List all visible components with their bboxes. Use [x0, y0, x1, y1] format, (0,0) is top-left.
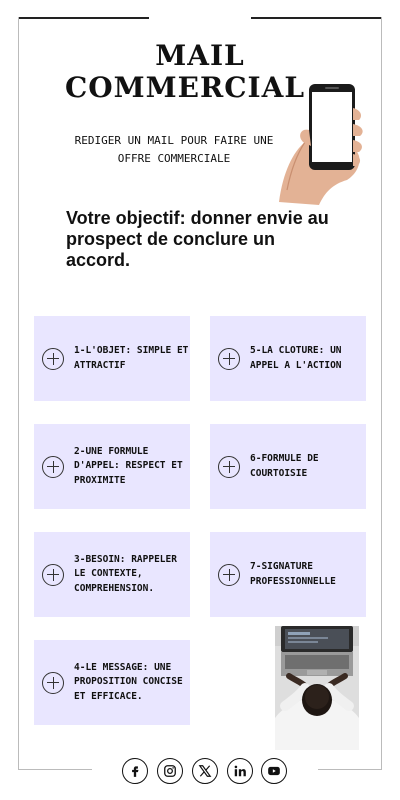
tip-card-1[interactable]: [34, 316, 190, 401]
subtitle: REDIGER UN MAIL POUR FAIRE UNE OFFRE COMMERCIALE: [74, 134, 274, 165]
plus-circle-icon[interactable]: [218, 348, 240, 370]
title-line-2: COMMERCIAL: [64, 71, 306, 104]
tip-card-5[interactable]: [210, 316, 366, 401]
facebook-icon[interactable]: [122, 758, 148, 784]
card-label: 6-FORMULE DE COURTOISIE: [250, 453, 319, 479]
tip-card-6[interactable]: [210, 424, 366, 509]
left-border: [18, 17, 19, 769]
card-label: 2-UNE FORMULE D'APPEL: RESPECT ET PROXIMITE: [74, 445, 183, 486]
top-left-rule: [18, 17, 149, 19]
plus-circle-icon[interactable]: [42, 456, 64, 478]
plus-circle-icon[interactable]: [42, 672, 64, 694]
plus-circle-icon[interactable]: [42, 564, 64, 586]
objective-text: Votre objectif: donner envie au prospect de conclure un accord.: [66, 208, 329, 270]
right-border: [381, 17, 382, 769]
hand-phone-illustration: [275, 80, 365, 205]
tip-card-7[interactable]: [210, 532, 366, 617]
instagram-icon[interactable]: [157, 758, 183, 784]
top-right-rule: [251, 17, 382, 19]
card-label: 5-LA CLOTURE: UN APPEL A L'ACTION: [250, 345, 342, 371]
tip-card-2[interactable]: [34, 424, 190, 509]
laptop-worker-photo: [275, 626, 359, 750]
plus-circle-icon[interactable]: [42, 348, 64, 370]
bottom-right-rule: [318, 769, 382, 770]
youtube-icon[interactable]: [261, 758, 287, 784]
card-label: 4-LE MESSAGE: UNE PROPOSITION CONCISE ET EFFICACE.: [74, 661, 183, 702]
card-label: 1-L'OBJET: SIMPLE ET ATTRACTIF: [74, 345, 189, 371]
card-label: 3-BESOIN: RAPPELER LE CONTEXTE, COMPREHENSION.: [74, 553, 177, 594]
tip-card-3[interactable]: [34, 532, 190, 617]
title-line-1: MAIL: [155, 39, 245, 72]
bottom-left-rule: [18, 769, 92, 770]
card-label: 7-SIGNATURE PROFESSIONNELLE: [250, 561, 336, 587]
x-twitter-icon[interactable]: [192, 758, 218, 784]
linkedin-icon[interactable]: [227, 758, 253, 784]
tip-card-4[interactable]: [34, 640, 190, 725]
plus-circle-icon[interactable]: [218, 564, 240, 586]
plus-circle-icon[interactable]: [218, 456, 240, 478]
